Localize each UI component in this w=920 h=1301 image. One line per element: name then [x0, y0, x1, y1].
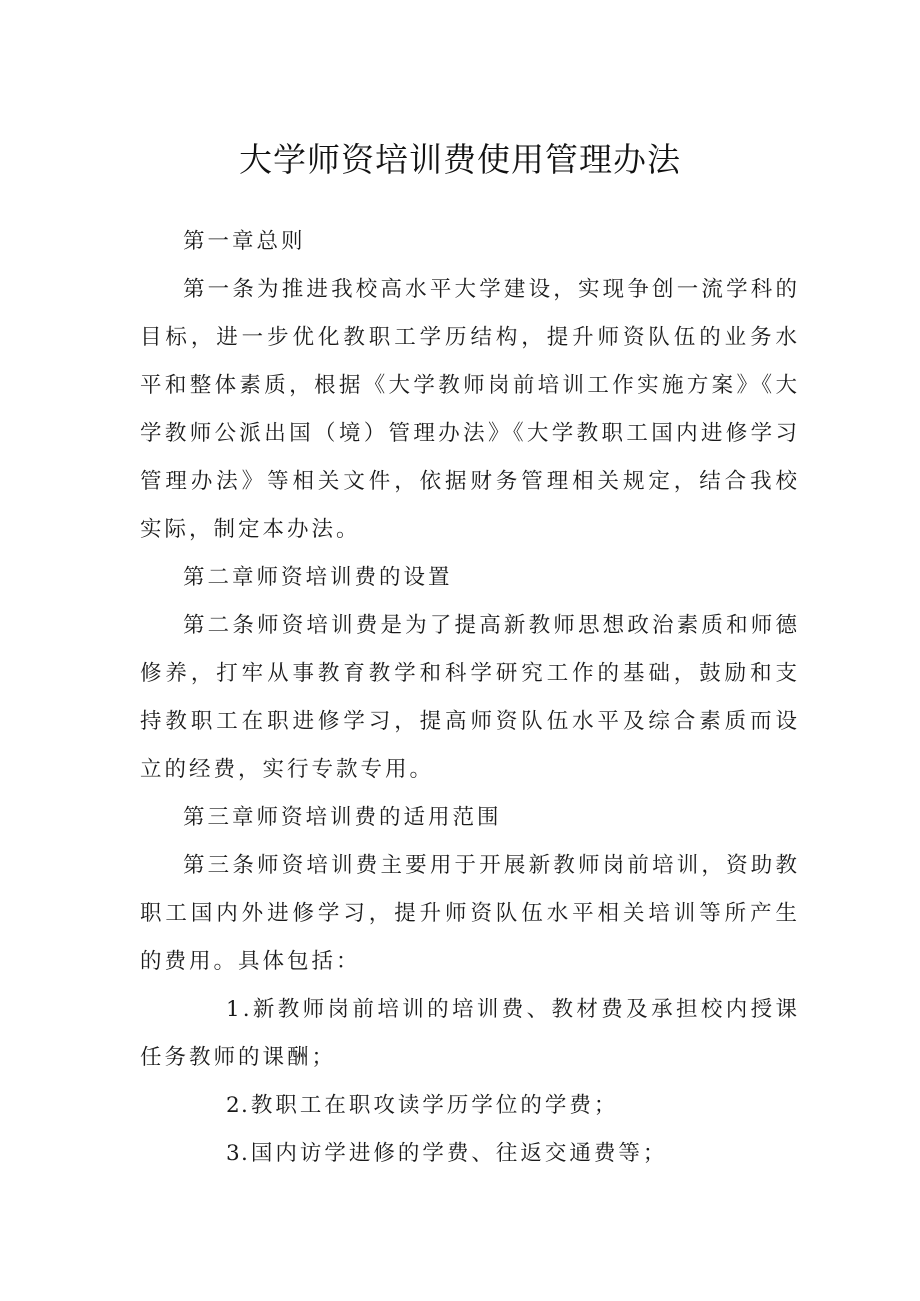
article-1-paragraph: 第一条为推进我校高水平大学建设，实现争创一流学科的目标，进一步优化教职工学历结构，提升师资队伍的业务水平和整体素质，根据《大学教师岗前培训工作实施方案》《大学教师公派出国（境）管理办法》《大学教职工国内进修学习管理办法》等相关文件，依据财务管理相关规定，结合我校实际，制定本办法。: [140, 277, 800, 542]
list-item: [140, 1082, 800, 1130]
list-item-number: 2: [226, 1093, 243, 1118]
document-body: [140, 218, 800, 1178]
article-3-paragraph: 第三条师资培训费主要用于开展新教师岗前培训，资助教职工国内外进修学习，提升师资队伍水平相关培训等所产生的费用。具体包括：: [140, 853, 800, 974]
list-item-number: 3: [226, 1141, 243, 1166]
list-item-text: .教职工在职攻读学历学位的学费；: [241, 1093, 619, 1118]
chapter-2-heading: 第二章师资培训费的设置: [183, 565, 453, 590]
chapter-3-heading: 第三章师资培训费的适用范围: [183, 805, 502, 830]
list-item-text: .国内访学进修的学费、往返交通费等；: [241, 1141, 668, 1166]
list-item: [140, 1130, 800, 1178]
list-item: [140, 986, 800, 1082]
list-item-text: .新教师岗前培训的培训费、教材费及承担校内授课任务教师的课酬；: [140, 997, 800, 1070]
article-2-paragraph: 第二条师资培训费是为了提高新教师思想政治素质和师德修养，打牢从事教育教学和科学研究工作的基础，鼓励和支持教职工在职进修学习，提高师资队伍水平及综合素质而设立的经费，实行专款专用。: [140, 613, 800, 782]
document-title: 大学师资培训费使用管理办法: [239, 140, 681, 179]
chapter-1-heading: 第一章总则: [183, 229, 306, 254]
list-item-number: 1: [226, 997, 243, 1022]
